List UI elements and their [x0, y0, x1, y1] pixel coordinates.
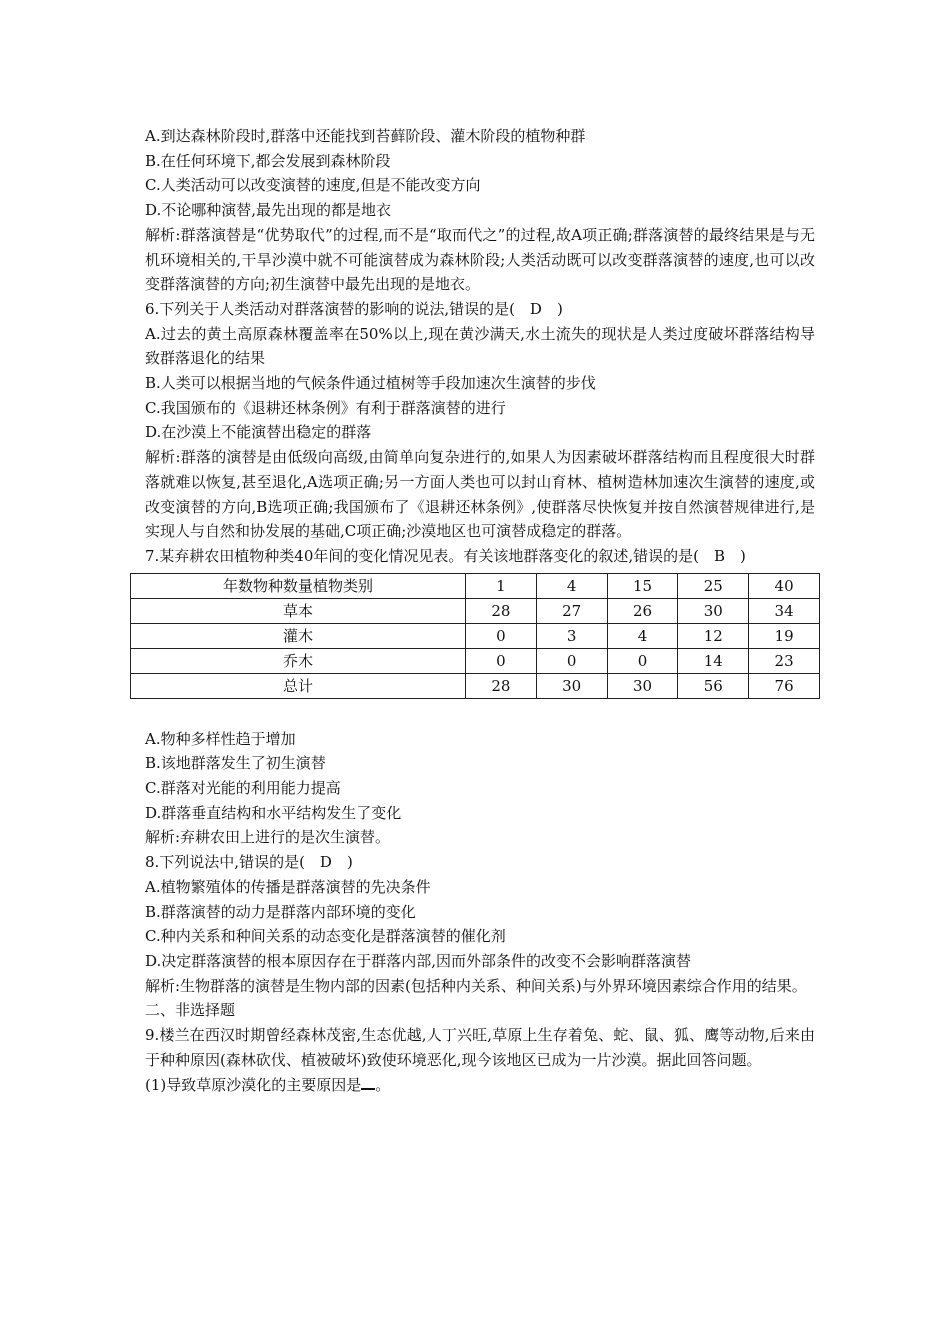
q5-option-b: B.在任何环境下,都会发展到森林阶段 — [145, 151, 391, 170]
table-cell: 乔木 — [131, 648, 466, 673]
table-cell: 0 — [466, 648, 537, 673]
table-cell: 12 — [678, 623, 749, 648]
table-cell: 30 — [607, 673, 678, 698]
table-cell: 灌木 — [131, 623, 466, 648]
table-row — [131, 598, 820, 623]
q9-sub1-end: 。 — [375, 1075, 391, 1094]
table-row — [131, 648, 820, 673]
q9-sub1 — [145, 1073, 815, 1098]
table-cell: 26 — [607, 598, 678, 623]
q6-analysis: 解析:群落的演替是由低级向高级,由简单向复杂进行的,如果人为因素破坏群落结构而且程度很大时群落就难以恢复,甚至退化,A选项正确;另一方面人类也可以封山育林、植树造林加速次生演替的速度,或改变演替的方向,B选项正确;我国颁布了《退耕还林条例》,使群落尽快恢复并按自然演替规律进行,是实现人与自然和协发展的基础,C项正确;沙漠地区也可演替成稳定的群落。 — [145, 448, 815, 541]
table-cell: 23 — [749, 648, 820, 673]
table-header-cell: 4 — [536, 573, 607, 598]
q5-option-d: D.不论哪种演替,最先出现的都是地衣 — [145, 201, 392, 220]
q8-option-c: C.种内关系和种间关系的动态变化是群落演替的催化剂 — [145, 927, 506, 946]
table-cell: 总计 — [131, 673, 466, 698]
species-table — [130, 573, 820, 699]
table-cell: 0 — [466, 623, 537, 648]
table-cell: 0 — [607, 648, 678, 673]
q6-option-d: D.在沙漠上不能演替出稳定的群落 — [145, 423, 372, 442]
table-header-cell: 1 — [466, 573, 537, 598]
table-row — [131, 673, 820, 698]
table-cell: 草本 — [131, 598, 466, 623]
q7-analysis: 解析:弃耕农田上进行的是次生演替。 — [145, 828, 391, 847]
section-heading: 二、非选择题 — [145, 1001, 236, 1020]
table-cell: 28 — [466, 598, 537, 623]
q7-stem: 7.某弃耕农田植物种类40年间的变化情况见表。有关该地群落变化的叙述,错误的是( B ) — [145, 546, 746, 565]
q8-analysis: 解析:生物群落的演替是生物内部的因素(包括种内关系、种间关系)与外界环境因素综合作用的结果。 — [145, 976, 807, 995]
table-cell: 28 — [466, 673, 537, 698]
q6-stem: 6.下列关于人类活动对群落演替的影响的说法,错误的是( D ) — [145, 299, 563, 318]
q6-option-a: A.过去的黄土高原森林覆盖率在50%以上,现在黄沙满天,水土流失的现状是人类过度破坏群落结构导致群落退化的结果 — [145, 324, 815, 368]
table-cell: 4 — [607, 623, 678, 648]
table-header-row — [131, 573, 820, 598]
q7-option-b: B.该地群落发生了初生演替 — [145, 754, 326, 773]
q6-option-b: B.人类可以根据当地的气候条件通过植树等手段加速次生演替的步伐 — [145, 374, 596, 393]
table-header-cell: 25 — [678, 573, 749, 598]
q5-option-c: C.人类活动可以改变演替的速度,但是不能改变方向 — [145, 176, 481, 195]
q5-analysis: 解析:群落演替是“优势取代”的过程,而不是“取而代之”的过程,故A项正确;群落演替的最终结果是与无机环境相关的,干旱沙漠中就不可能演替成为森林阶段;人类活动既可以改变群落演替的速度,也可以改变群落演替的方向;初生演替中最先出现的是地衣。 — [145, 225, 815, 294]
q9-stem: 9.楼兰在西汉时期曾经森林茂密,生态优越,人丁兴旺,草原上生存着兔、蛇、鼠、狐、鹰等动物,后来由于种种原因(森林砍伐、植被破坏)致使环境恶化,现今该地区已成为一片沙漠。据此回答问题。 — [145, 1026, 815, 1069]
table-cell: 56 — [678, 673, 749, 698]
answer-blank[interactable] — [361, 1074, 375, 1090]
table-header-cell: 15 — [607, 573, 678, 598]
table-row — [131, 623, 820, 648]
q9-sub1-text: (1)导致草原沙漠化的主要原因是 — [145, 1075, 362, 1094]
q8-option-b: B.群落演替的动力是群落内部环境的变化 — [145, 902, 416, 921]
q7-option-d: D.群落垂直结构和水平结构发生了变化 — [145, 803, 402, 822]
table-cell: 0 — [536, 648, 607, 673]
table-cell: 76 — [749, 673, 820, 698]
q8-option-d: D.决定群落演替的根本原因存在于群落内部,因而外部条件的改变不会影响群落演替 — [145, 951, 692, 970]
q8-option-a: A.植物繁殖体的传播是群落演替的先决条件 — [145, 877, 431, 896]
q7-option-a: A.物种多样性趋于增加 — [145, 729, 296, 748]
table-cell: 27 — [536, 598, 607, 623]
table-header-cell: 40 — [749, 573, 820, 598]
table-cell: 14 — [678, 648, 749, 673]
table-cell: 30 — [678, 598, 749, 623]
table-header-cell: 年数物种数量植物类别 — [131, 573, 466, 598]
table-cell: 19 — [749, 623, 820, 648]
q6-option-c: C.我国颁布的《退耕还林条例》有利于群落演替的进行 — [145, 398, 506, 417]
q8-stem: 8.下列说法中,错误的是( D ) — [145, 853, 353, 872]
content — [145, 124, 815, 1097]
q7-option-c: C.群落对光能的利用能力提高 — [145, 779, 341, 798]
q5-option-a: A.到达森林阶段时,群落中还能找到苔藓阶段、灌木阶段的植物种群 — [145, 127, 586, 145]
table-cell: 30 — [536, 673, 607, 698]
table-cell: 3 — [536, 623, 607, 648]
table-cell: 34 — [749, 598, 820, 623]
